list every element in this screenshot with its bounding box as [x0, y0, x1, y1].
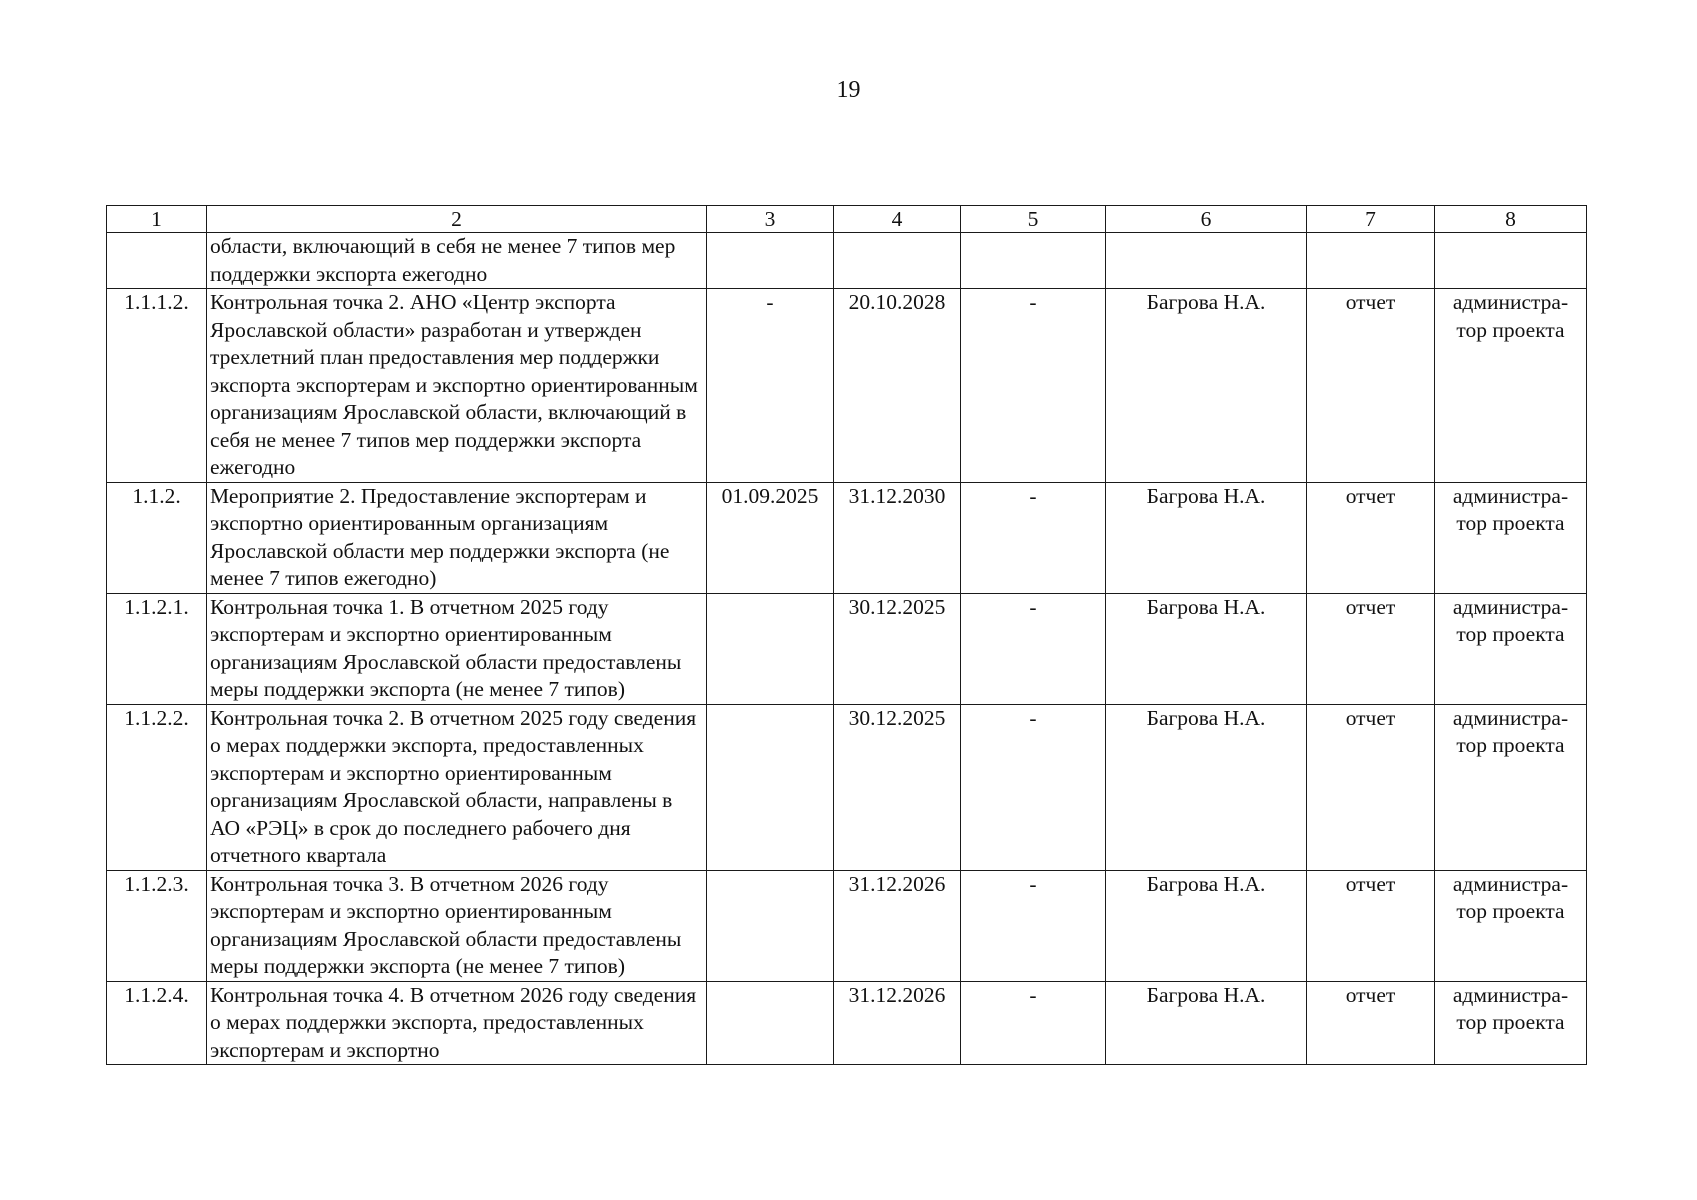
header-cell: 1 — [107, 206, 207, 233]
row-responsible: Багрова Н.А. — [1106, 870, 1307, 981]
row-role: администра-тор проекта — [1435, 289, 1587, 483]
table-row — [107, 981, 1587, 1065]
row-description: Контрольная точка 4. В отчетном 2026 году сведения о мерах поддержки экспорта, предоставленных экспортерам и экспортно — [207, 981, 707, 1065]
header-cell: 6 — [1106, 206, 1307, 233]
row-number: 1.1.2.4. — [107, 981, 207, 1065]
row-role: администра-тор проекта — [1435, 704, 1587, 870]
header-cell: 3 — [707, 206, 834, 233]
row-end-date — [834, 233, 961, 289]
row-role: администра-тор проекта — [1435, 870, 1587, 981]
row-document: отчет — [1307, 870, 1435, 981]
row-column-5 — [961, 233, 1106, 289]
table-row — [107, 704, 1587, 870]
row-responsible — [1106, 233, 1307, 289]
table-row — [107, 870, 1587, 981]
header-cell: 5 — [961, 206, 1106, 233]
row-document: отчет — [1307, 593, 1435, 704]
row-description: области, включающий в себя не менее 7 типов мер поддержки экспорта ежегодно — [207, 233, 707, 289]
row-end-date: 30.12.2025 — [834, 704, 961, 870]
row-start-date: 01.09.2025 — [707, 482, 834, 593]
row-document — [1307, 233, 1435, 289]
row-start-date — [707, 233, 834, 289]
row-column-5: - — [961, 482, 1106, 593]
row-end-date: 20.10.2028 — [834, 289, 961, 483]
row-number: 1.1.2.3. — [107, 870, 207, 981]
row-start-date — [707, 870, 834, 981]
header-row — [107, 206, 1587, 233]
row-document: отчет — [1307, 289, 1435, 483]
row-description: Контрольная точка 2. В отчетном 2025 году сведения о мерах поддержки экспорта, предоставленных экспортерам и экспортно ориентированным организациям Ярославской области, направлены в АО «РЭЦ» в срок до последнего рабочего дня отчетного квартала — [207, 704, 707, 870]
row-start-date: - — [707, 289, 834, 483]
row-description: Контрольная точка 2. АНО «Центр экспорта Ярославской области» разработан и утвержден трехлетний план предоставления мер поддержки экспорта экспортерам и экспортно ориентированным организациям Ярославской области, включающий в себя не менее 7 типов мер поддержки экспорта ежегодно — [207, 289, 707, 483]
row-document: отчет — [1307, 704, 1435, 870]
row-start-date — [707, 593, 834, 704]
row-responsible: Багрова Н.А. — [1106, 289, 1307, 483]
header-cell: 8 — [1435, 206, 1587, 233]
row-column-5: - — [961, 870, 1106, 981]
row-number: 1.1.2. — [107, 482, 207, 593]
row-description: Контрольная точка 3. В отчетном 2026 году экспортерам и экспортно ориентированным организациям Ярославской области предоставлены меры поддержки экспорта (не менее 7 типов) — [207, 870, 707, 981]
row-number — [107, 233, 207, 289]
header-cell: 2 — [207, 206, 707, 233]
row-document: отчет — [1307, 482, 1435, 593]
table-row — [107, 593, 1587, 704]
row-column-5: - — [961, 593, 1106, 704]
row-role: администра-тор проекта — [1435, 482, 1587, 593]
row-number: 1.1.2.1. — [107, 593, 207, 704]
row-description: Мероприятие 2. Предоставление экспортерам и экспортно ориентированным организациям Ярославской области мер поддержки экспорта (не менее 7 типов ежегодно) — [207, 482, 707, 593]
row-start-date — [707, 981, 834, 1065]
row-end-date: 30.12.2025 — [834, 593, 961, 704]
row-responsible: Багрова Н.А. — [1106, 704, 1307, 870]
table-row — [107, 289, 1587, 483]
row-responsible: Багрова Н.А. — [1106, 981, 1307, 1065]
row-role: администра-тор проекта — [1435, 593, 1587, 704]
row-number: 1.1.2.2. — [107, 704, 207, 870]
row-column-5: - — [961, 981, 1106, 1065]
row-document: отчет — [1307, 981, 1435, 1065]
plan-table — [106, 205, 1587, 1065]
header-cell: 7 — [1307, 206, 1435, 233]
row-responsible: Багрова Н.А. — [1106, 482, 1307, 593]
row-number: 1.1.1.2. — [107, 289, 207, 483]
row-end-date: 31.12.2026 — [834, 981, 961, 1065]
page-number: 19 — [836, 77, 861, 103]
row-column-5: - — [961, 289, 1106, 483]
row-start-date — [707, 704, 834, 870]
table-row — [107, 233, 1587, 289]
row-end-date: 31.12.2030 — [834, 482, 961, 593]
row-description: Контрольная точка 1. В отчетном 2025 году экспортерам и экспортно ориентированным организациям Ярославской области предоставлены меры поддержки экспорта (не менее 7 типов) — [207, 593, 707, 704]
row-role — [1435, 233, 1587, 289]
row-role: администра-тор проекта — [1435, 981, 1587, 1065]
row-responsible: Багрова Н.А. — [1106, 593, 1307, 704]
row-column-5: - — [961, 704, 1106, 870]
row-end-date: 31.12.2026 — [834, 870, 961, 981]
table-row — [107, 482, 1587, 593]
header-cell: 4 — [834, 206, 961, 233]
